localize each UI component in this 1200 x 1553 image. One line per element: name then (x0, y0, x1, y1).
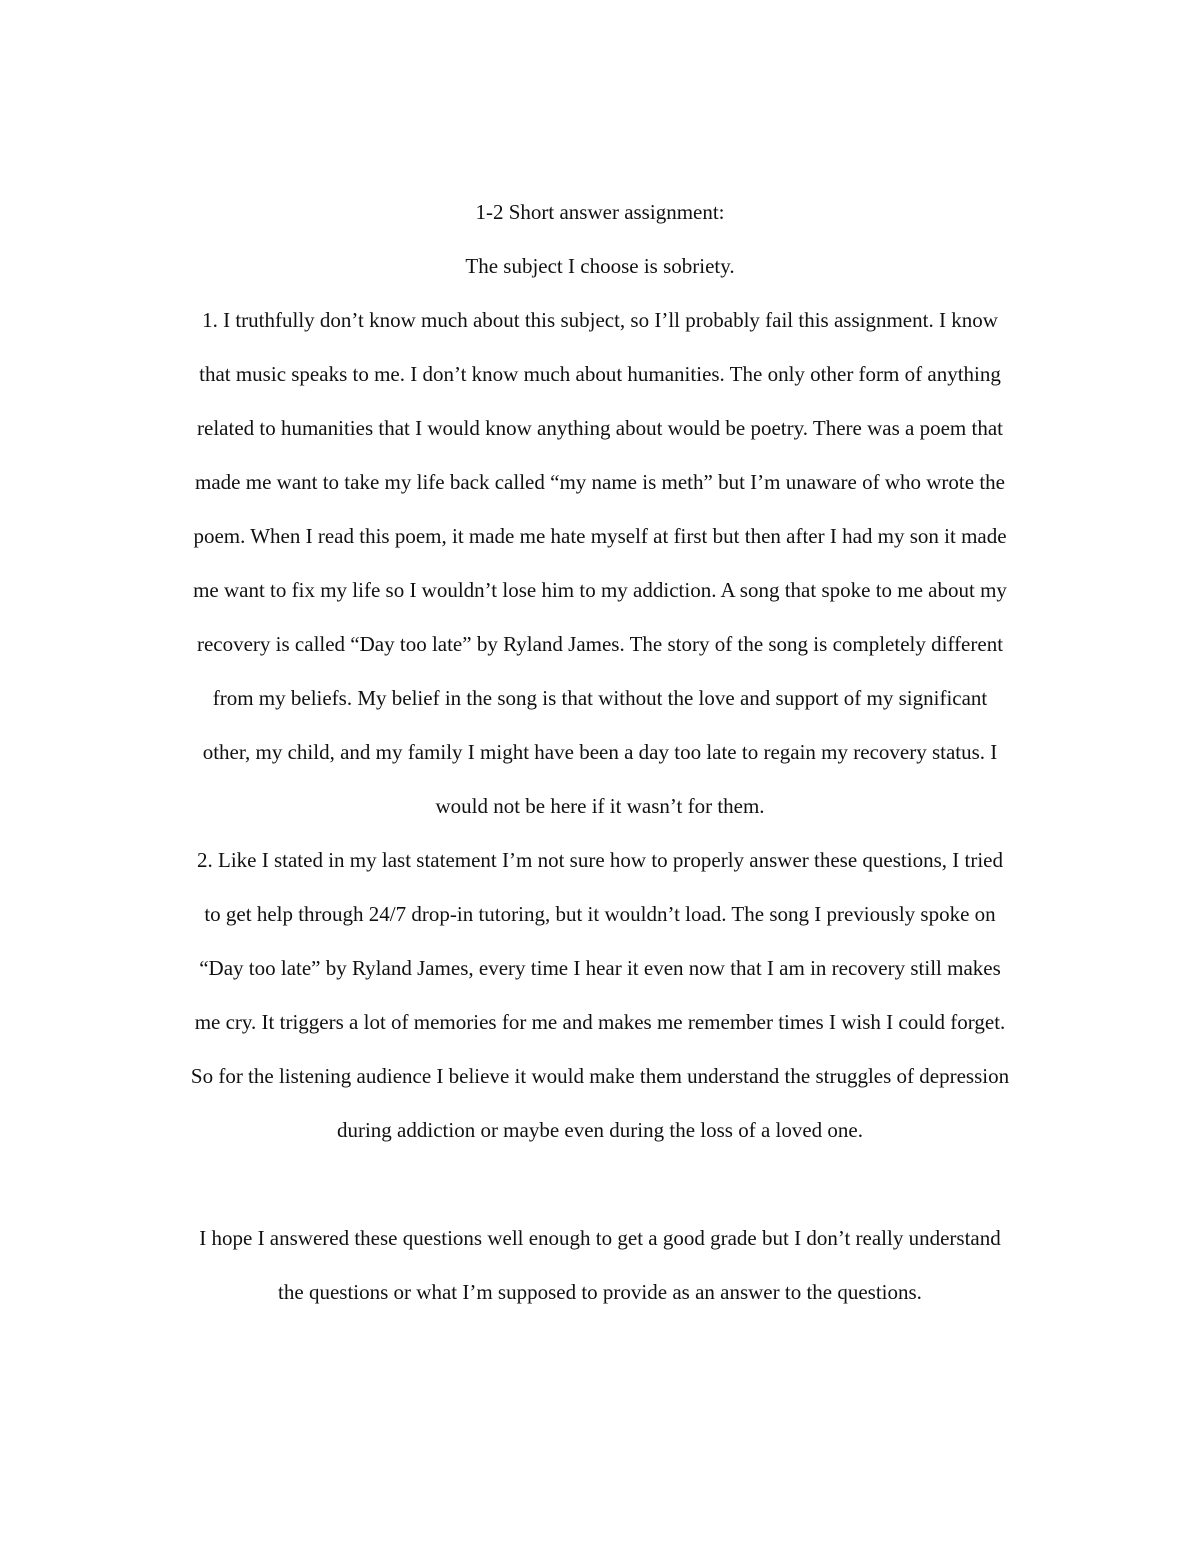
answer-1-line: recovery is called “Day too late” by Ryland James. The story of the song is completely different (196, 632, 1004, 656)
answer-2-line: 2. Like I stated in my last statement I’m not sure how to properly answer these questions, I tried (197, 848, 1003, 872)
answer-1-line: other, my child, and my family I might have been a day too late to regain my recovery status. I (202, 740, 998, 764)
answer-2-line: during addiction or maybe even during the loss of a loved one. (336, 1118, 864, 1142)
answer-1-line: that music speaks to me. I don’t know much about humanities. The only other form of anything (199, 362, 1001, 386)
closing-line: the questions or what I’m supposed to provide as an answer to the questions. (278, 1280, 922, 1304)
assignment-heading: 1-2 Short answer assignment: (475, 200, 725, 224)
answer-1-line: made me want to take my life back called “my name is meth” but I’m unaware of who wrote the (195, 470, 1005, 494)
answer-2-line: me cry. It triggers a lot of memories for me and makes me remember times I wish I could forget. (194, 1010, 1006, 1034)
answer-2-line: to get help through 24/7 drop-in tutoring, but it wouldn’t load. The song I previously spoke on (204, 902, 996, 926)
answer-1-line: from my beliefs. My belief in the song is that without the love and support of my significant (212, 686, 988, 710)
answer-1-line: would not be here if it wasn’t for them. (435, 794, 765, 818)
answer-2-line: “Day too late” by Ryland James, every time I hear it even now that I am in recovery still makes (199, 956, 1001, 980)
answer-2-line: So for the listening audience I believe it would make them understand the struggles of depression (190, 1064, 1010, 1088)
subject-line: The subject I choose is sobriety. (465, 254, 735, 278)
answer-1-line: 1. I truthfully don’t know much about this subject, so I’ll probably fail this assignment. I know (202, 308, 998, 332)
closing-line: I hope I answered these questions well enough to get a good grade but I don’t really understand (199, 1226, 1001, 1250)
answer-1-line: poem. When I read this poem, it made me hate myself at first but then after I had my son it made (193, 524, 1007, 548)
answer-1-line: me want to fix my life so I wouldn’t lose him to my addiction. A song that spoke to me about my (193, 578, 1007, 602)
answer-1-line: related to humanities that I would know anything about would be poetry. There was a poem that (197, 416, 1003, 440)
